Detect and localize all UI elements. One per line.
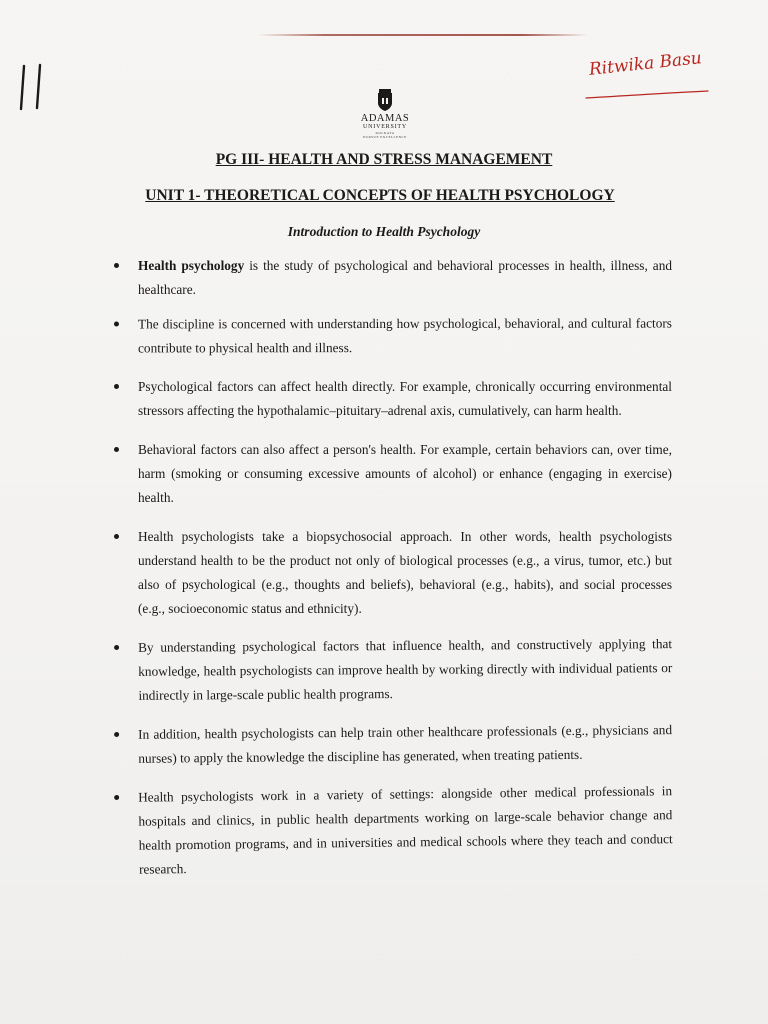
bullet-icon <box>114 732 119 737</box>
bullet-icon <box>114 384 119 389</box>
logo-city: KOLKATA <box>375 131 395 135</box>
section-title: Introduction to Health Psychology <box>287 224 481 239</box>
unit-title: UNIT 1- THEORETICAL CONCEPTS OF HEALTH PSYCHOLOGY <box>145 187 615 204</box>
list-item-text: Behavioral factors can also affect a person's health. For example, certain behaviors can, over time, harm (smoking or consuming excessive amounts of alcohol) or enhance (engaging in exercise) health. <box>138 442 672 505</box>
list-item <box>112 525 672 621</box>
bullet-icon <box>114 534 119 539</box>
signature-underline <box>584 90 710 100</box>
list-item-text: By understanding psychological factors that influence health, and constructively applying that knowledge, health psychologists can improve health by working directly with individual patients or indirectly in large-scale public health programs. <box>138 636 673 703</box>
list-item <box>112 312 672 361</box>
list-item-text: In addition, health psychologists can help train other healthcare professionals (e.g., physicians and nurses) to apply the knowledge the discipline has generated, when treating patients. <box>138 722 673 766</box>
list-item-text: is the study of psychological and behavioral processes in health, illness, and healthcare. <box>138 258 672 297</box>
bullet-list <box>112 254 672 897</box>
list-item-text: The discipline is concerned with understanding how psychological, behavioral, and cultural factors contribute to physical health and illness. <box>137 315 672 356</box>
bullet-icon <box>114 795 119 800</box>
handwritten-mark <box>16 62 56 112</box>
list-item <box>112 718 672 771</box>
list-item <box>112 438 672 510</box>
signature <box>580 48 730 106</box>
bullet-icon <box>114 263 119 268</box>
crest-icon <box>374 88 396 112</box>
list-item <box>112 254 672 302</box>
top-red-rule <box>258 34 588 36</box>
list-item-text: Health psychologists work in a variety of settings: alongside other medical professionals in hospitals and clinics, in public health departments working on large-scale behavior change and health promotion programs, and in universities and medical schools where they teach and conduct research. <box>138 783 673 877</box>
logo-subtitle: UNIVERSITY <box>363 124 407 130</box>
logo-motto: PURSUE EXCELLENCE <box>363 135 407 139</box>
signature-text: Ritwika Basu <box>588 48 703 80</box>
bullet-icon <box>114 645 119 650</box>
bullet-icon <box>114 447 119 452</box>
key-term: Health psychology <box>138 258 245 273</box>
list-item-text: Psychological factors can affect health directly. For example, chronically occurring environmental stressors affecting the hypothalamic–pituitary–adrenal axis, cumulatively, can harm health. <box>138 379 672 418</box>
course-title: PG III- HEALTH AND STRESS MANAGEMENT <box>215 151 553 168</box>
list-item <box>112 632 672 708</box>
list-item <box>112 375 672 423</box>
list-item <box>112 779 673 882</box>
bullet-icon <box>114 321 119 326</box>
university-logo <box>340 88 430 152</box>
list-item-text: Health psychologists take a biopsychosocial approach. In other words, health psychologists understand health to be the product not only of biological processes (e.g., a virus, tumor, etc.) but also of psychological (e.g., thoughts and beliefs), behavioral (e.g., habits), and social processes (e.g., socioeconomic status and ethnicity). <box>138 529 672 616</box>
logo-name: ADAMAS <box>360 113 410 124</box>
